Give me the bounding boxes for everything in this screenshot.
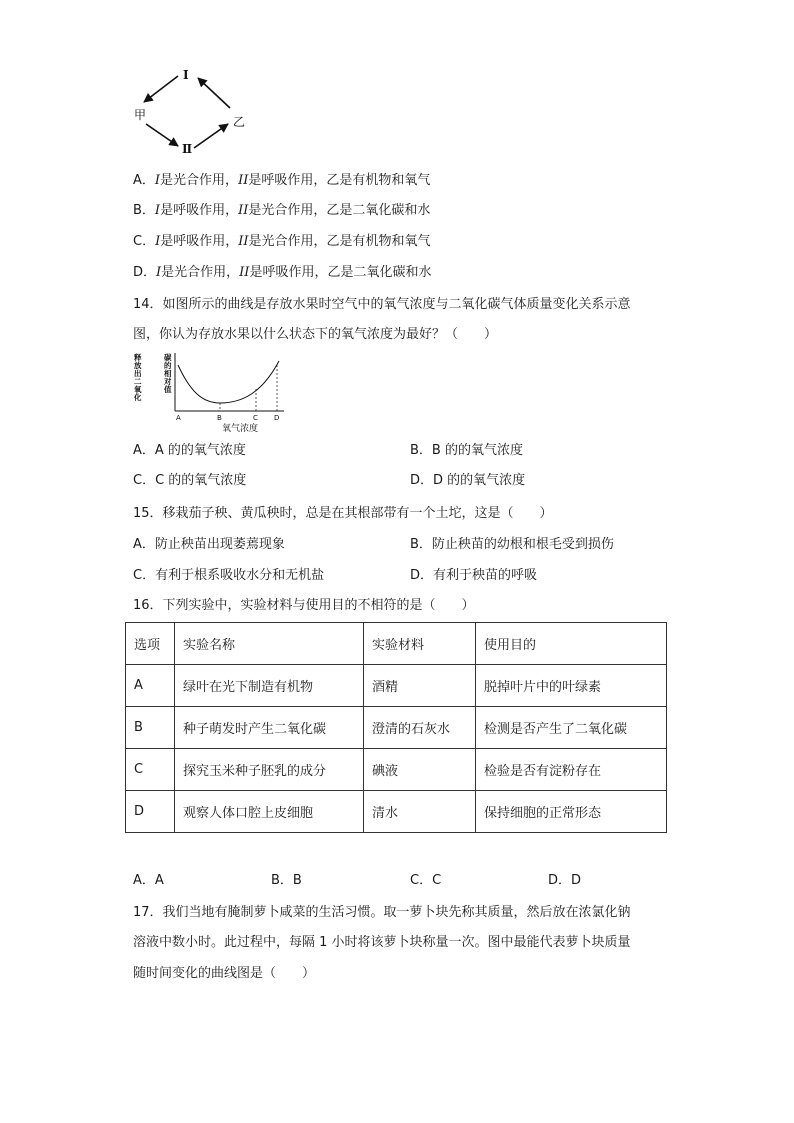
tick-d: D: [274, 414, 280, 422]
experiment-table: [125, 622, 667, 833]
node-left: 甲: [134, 108, 147, 122]
table-header: 实验名称: [175, 623, 364, 665]
table-row: [126, 707, 667, 749]
curve-ylabel-left: 释放出二氧化: [134, 353, 142, 402]
q14-option-c: C．C 的的氧气浓度: [133, 473, 247, 488]
table-cell: C: [126, 749, 175, 791]
table-cell: 种子萌发时产生二氧化碳: [175, 707, 364, 749]
tick-c: C: [253, 414, 258, 422]
q14-option-a: A．A 的的氧气浓度: [133, 443, 246, 458]
arrow-left-to-bottom: [146, 124, 178, 146]
table-cell: B: [126, 707, 175, 749]
table-cell: 澄清的石灰水: [364, 707, 476, 749]
table-row: [126, 791, 667, 833]
table-cell: A: [126, 665, 175, 707]
curve-xlabel: 氧气浓度: [222, 424, 259, 433]
q14-option-b: B．B 的的氧气浓度: [410, 443, 523, 458]
table-cell: D: [126, 791, 175, 833]
q13-option-d: D．I是光合作用，II是呼吸作用，乙是二氧化碳和水: [133, 265, 432, 280]
q17-stem-line1: 17．我们当地有腌制萝卜咸菜的生活习惯。取一萝卜块先称其质量，然后放在浓氯化钠: [133, 905, 631, 920]
arrow-top-to-left: [144, 76, 178, 102]
arrow-right-to-top: [198, 78, 230, 108]
q17-stem-line2: 溶液中数小时。此过程中，每隔 1 小时将该萝卜块称量一次。图中最能代表萝卜块质量: [133, 935, 631, 950]
q15-option-c: C．有利于根系吸收水分和无机盐: [133, 568, 325, 583]
q14-stem-line2: 图，你认为存放水果以什么状态下的氧气浓度为最好？（ ）: [133, 327, 498, 342]
table-row: [126, 749, 667, 791]
q13-option-a: A．I是光合作用，II是呼吸作用，乙是有机物和氧气: [133, 173, 431, 188]
table-cell: 碘液: [364, 749, 476, 791]
table-cell: 酒精: [364, 665, 476, 707]
cycle-diagram: [130, 66, 256, 158]
table-cell: 观察人体口腔上皮细胞: [175, 791, 364, 833]
table-header-row: [126, 623, 667, 665]
q13-option-c: C．I是呼吸作用，II是光合作用，乙是有机物和氧气: [133, 234, 431, 249]
oxygen-co2-curve-figure: [124, 351, 310, 433]
table-cell: 检验是否有淀粉存在: [476, 749, 667, 791]
q15-option-d: D．有利于秧苗的呼吸: [410, 568, 538, 583]
table-cell: 清水: [364, 791, 476, 833]
table-header: 使用目的: [476, 623, 667, 665]
arrow-bottom-to-right: [194, 124, 228, 148]
node-top: I: [183, 68, 189, 82]
q14-option-d: D．D 的的氧气浓度: [410, 473, 526, 488]
table-cell: 探究玉米种子胚乳的成分: [175, 749, 364, 791]
curve-ylabel-right: 碳的相对值: [164, 353, 172, 394]
table-header: 实验材料: [364, 623, 476, 665]
q16-stem: 16．下列实验中，实验材料与使用目的不相符的是（ ）: [133, 598, 475, 613]
tick-a: A: [176, 414, 181, 422]
q15-option-a: A．防止秧苗出现萎蔫现象: [133, 537, 285, 552]
table-cell: 脱掉叶片中的叶绿素: [476, 665, 667, 707]
co2-curve: [178, 361, 279, 403]
q16-option-b: B．B: [271, 873, 302, 888]
q16-option-c: C．C: [410, 873, 442, 888]
table-row: [126, 665, 667, 707]
q15-stem: 15．移栽茄子秧、黄瓜秧时，总是在其根部带有一个土坨，这是（ ）: [133, 506, 553, 521]
node-right: 乙: [233, 115, 246, 129]
node-bottom: Ⅱ: [182, 142, 193, 156]
q16-option-a: A．A: [133, 873, 164, 888]
q13-option-b: B．I是呼吸作用，II是光合作用，乙是二氧化碳和水: [133, 203, 431, 218]
table-cell: 检测是否产生了二氧化碳: [476, 707, 667, 749]
q16-option-d: D．D: [548, 873, 582, 888]
q17-stem-line3: 随时间变化的曲线图是（ ）: [133, 966, 316, 981]
q15-option-b: B．防止秧苗的幼根和根毛受到损伤: [410, 537, 614, 552]
table-cell: 保持细胞的正常形态: [476, 791, 667, 833]
table-header: 选项: [126, 623, 175, 665]
table-cell: 绿叶在光下制造有机物: [175, 665, 364, 707]
tick-b: B: [217, 414, 222, 422]
q14-stem-line1: 14．如图所示的曲线是存放水果时空气中的氧气浓度与二氧化碳气体质量变化关系示意: [133, 297, 631, 312]
